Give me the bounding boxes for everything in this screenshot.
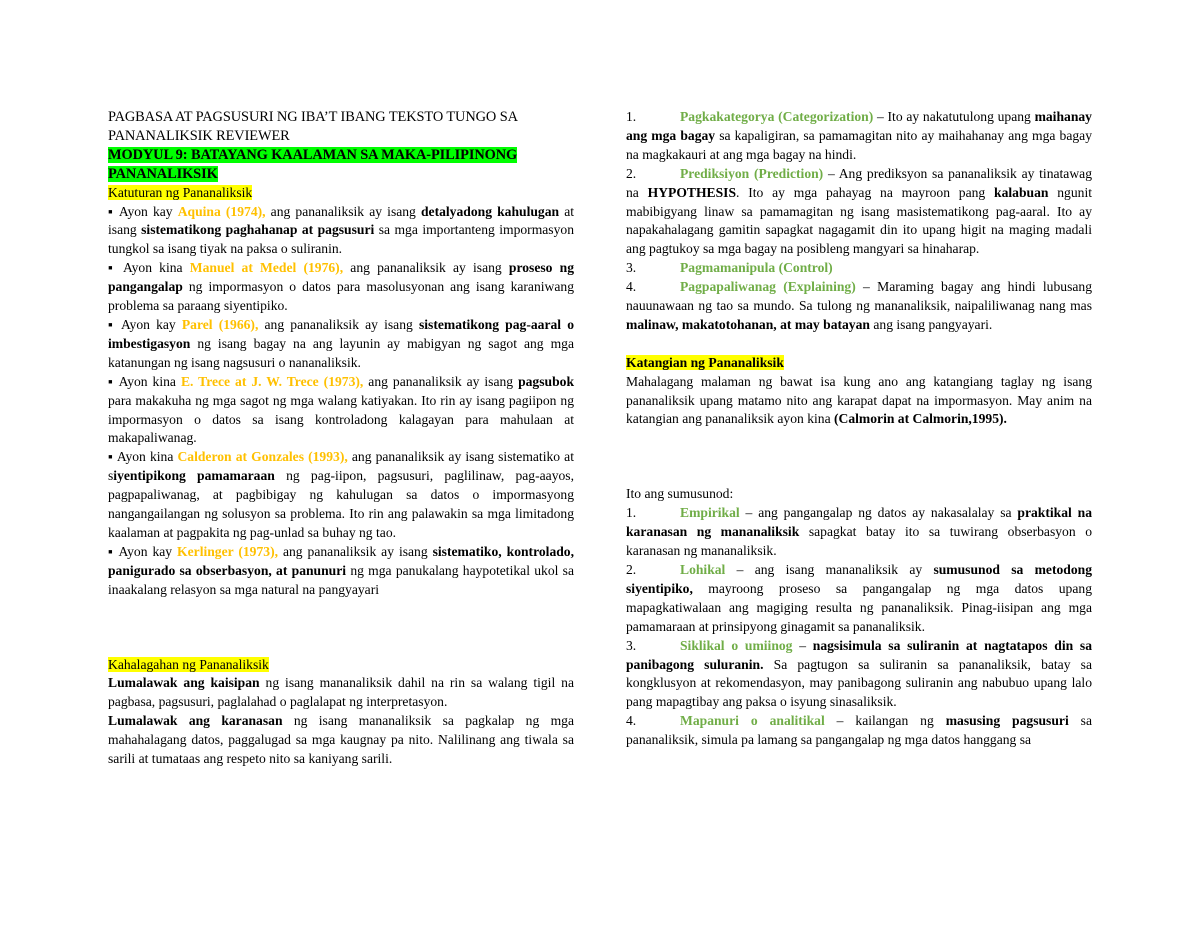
characteristic-item: 1. Empirikal – ang pangangalap ng datos ay nakasalalay sa praktikal na karanasan ng mananaliksik sapagkat batay ito sa tuwirang obserbasyon o karanasan ng mananaliksik. [626, 505, 1092, 559]
author-name: Calderon at Gonzales (1993), [177, 449, 348, 465]
left-column [108, 108, 574, 769]
purpose-term: Pagmamanipula (Control) [680, 260, 833, 276]
characteristics-intro: Mahalagang malaman ng bawat isa kung ano ang katangiang taglay ng isang pananaliksik upang matamo nito ang karapat dapat na impormasyon. May anim na katangian ang pananaliksik ayon kina (Calmorin at Calmorin,1995). [626, 373, 1092, 427]
module-heading: MODYUL 9: BATAYANG KAALAMAN SA MAKA-PILIPINONG PANANALIKSIK [108, 146, 518, 182]
purpose-item: 3. Pagmamanipula (Control) [626, 260, 833, 276]
section-heading-katuturan: Katuturan ng Pananaliksik [108, 184, 253, 200]
definition-item: ▪ Ayon kay Aquina (1974), ang pananaliksik ay isang detalyadong kahulugan at isang sistematikong paghahanap at pagsusuri sa mga importanteng impormasyon tungkol sa isang tiyak na paksa o suliranin. [108, 203, 575, 257]
author-name: Aquina (1974), [177, 203, 266, 219]
purpose-item: 4. Pagpapaliwanag (Explaining) – Maraming bagay ang hindi lubusang nauunawaan ng tao sa mundo. Sa tulong ng mananaliksik, naipaliliwanag nang mas malinaw, makatotohanan, at may batayan ang isang pangyayari. [626, 279, 1092, 332]
characteristic-term: Siklikal o umiinog [680, 637, 793, 653]
author-name: Parel (1966), [181, 316, 259, 332]
purpose-item: 2. Prediksiyon (Prediction) – Ang prediksyon sa pananaliksik ay tinatawag na HYPOTHESIS. Ito ay mga pahayag na mayroon pang kalabuan ngunit mabibigyang linaw sa pamamagitan ng isang masistematikong pag-aaral. Ito ay napakahalagang gamitin sapagkat nagagamit din ito upang higit na maging madali ang pagtukoy sa mga bagay na posibleng mangyari sa hinaharap. [626, 165, 1092, 257]
characteristic-item: 2. Lohikal – ang isang mananaliksik ay sumusunod sa metodong siyentipiko, mayroong proseso sa pangangalap ng mga datos upang mapagkatiwalaan ang magiging resulta ng pananaliksik. Pinag-iisipan ang mga pamamaraan at prinsipyong ginagamit sa pananaliksik. [626, 562, 1092, 634]
definitions-list [108, 203, 574, 600]
definition-item: ▪ Ayon kina E. Trece at J. W. Trece (1973), ang pananaliksik ay isang pagsubok para makakuha ng mga sagot ng mga walang katiyakan. Ito rin ay isang pagiipon ng impormasyon o datos sa isang kontroladong kalagayan para mahulaan at makapaliwanag. [108, 373, 574, 446]
purpose-term: Pagkakategorya (Categorization) [680, 109, 874, 124]
document-title: PAGBASA AT PAGSUSURI NG IBA’T IBANG TEKSTO TUNGO SA PANANALIKSIK REVIEWER [108, 109, 518, 144]
definition-item: ▪ Ayon kay Parel (1966), ang pananaliksik ay isang sistematikong pag-aaral o imbestigasyon ng isang bagay na ang layunin ay mabigyan ng sagot ang mga katanungan ng isang nagsusuri o nananaliksik. [108, 316, 574, 370]
section-heading-kahalagahan: Kahalagahan ng Pananaliksik [108, 656, 269, 672]
following-label: Ito ang sumusunod: [626, 486, 734, 502]
characteristic-term: Lohikal [680, 562, 726, 578]
author-name: E. Trece at J. W. Trece (1973), [180, 373, 364, 389]
purposes-list [626, 108, 1092, 335]
purpose-item: 1. Pagkakategorya (Categorization) – Ito ay nakatutulong upang maihanay ang mga bagay sa kapaligiran, sa pamamagitan nito ay maihahanay ang mga bagay na magkakauri at ang mga bagay na hindi. [626, 109, 1092, 162]
section-heading-katangian: Katangian ng Pananaliksik [626, 354, 784, 370]
definition-item: ▪ Ayon kina Manuel at Medel (1976), ang pananaliksik ay isang proseso ng pangangalap ng impormasyon o datos para masolusyonan ang isang karaniwang problema sa paraang siyentipiko. [108, 260, 575, 314]
importance-paragraph: Lumalawak ang karanasan ng isang mananaliksik sa pagkalap ng mga mahahalagang datos, paggalugad sa mga kaugnay pa nito. Nalilinang ang tiwala sa sarili at tumataas ang respeto nito sa kaniyang sarili. [108, 713, 574, 767]
purpose-term: Prediksiyon (Prediction) [680, 165, 824, 181]
characteristic-item: 4. Mapanuri o analitikal – kailangan ng masusing pagsusuri sa pananaliksik, simula pa lamang sa pangangalap ng mga datos hanggang sa [626, 713, 1092, 748]
importance-paragraph: Lumalawak ang kaisipan ng isang mananaliksik dahil na rin sa walang tigil na pagbasa, pagsusuri, paglalahad o paglalapat ng interpretasyon. [108, 675, 574, 710]
purpose-term: Pagpapaliwanag (Explaining) [680, 279, 856, 295]
author-name: Kerlinger (1973), [177, 543, 279, 559]
characteristic-term: Empirikal [680, 505, 740, 521]
right-column [626, 108, 1092, 750]
characteristic-item: 3. Siklikal o umiinog – nagsisimula sa suliranin at nagtatapos din sa panibagong suluranin. Sa pagtugon sa suliranin sa pananaliksik, batay sa kongklusyon at rekomendasyon, may panibagong suliranin ang nabubuo upang lalo pang mapagtibay ang paksa o isyung sinasaliksik. [626, 637, 1092, 710]
definition-item: ▪ Ayon kina Calderon at Gonzales (1993), ang pananaliksik ay isang sistematiko at siyentipikong pamamaraan ng pag-iipon, pagsusuri, paglilinaw, pag-aayos, pagpapaliwanag, at pagbibigay ng kahulugan sa datos o impormasyong nangangailangan ng solusyon sa problema. Ito rin ang palawakin sa mga limitadong kaalaman at pagpakita ng pag-unlad sa buhay ng tao. [108, 449, 574, 540]
author-name: Manuel at Medel (1976), [189, 260, 344, 276]
definition-item: ▪ Ayon kay Kerlinger (1973), ang pananaliksik ay isang sistematiko, kontrolado, panigurado sa obserbasyon, at panunuri ng mga panukalang haypotetikal ukol sa inaakalang relasyon sa mga natural na pangyayari [108, 543, 574, 597]
characteristics-list [626, 504, 1092, 750]
characteristic-term: Mapanuri o analitikal [680, 713, 825, 729]
